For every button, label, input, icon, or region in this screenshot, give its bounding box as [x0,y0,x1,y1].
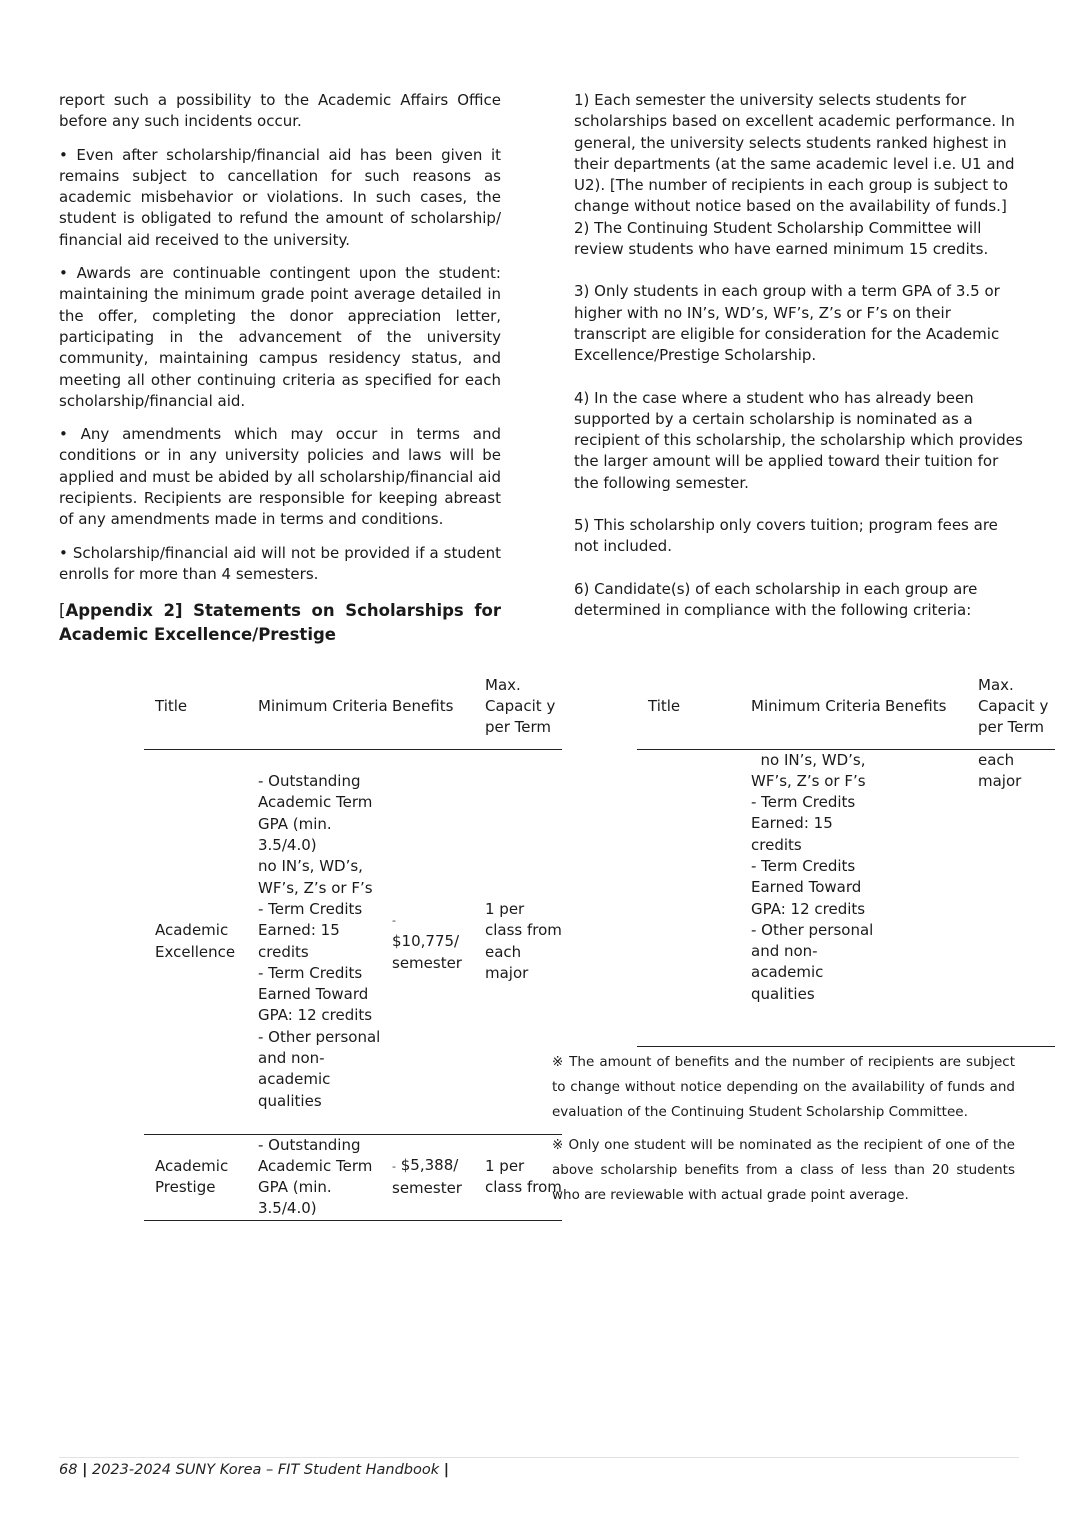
header-minimum-criteria: Minimum Criteria [258,665,392,749]
paragraph: 3) Only students in each group with a term GPA of 3.5 or higher with no IN’s, WD’s, WF’s, Z’s or F’s on their transcript are eligible for consideration for the Academic Excellence/Prestige Scholarship. [574,282,1000,365]
row-benefits [392,1134,485,1220]
minus-mark: - [392,914,396,928]
paragraph: • Scholarship/financial aid will not be provided if a student enrolls for more than 4 semesters. [59,543,501,583]
paragraph: 5) This scholarship only covers tuition; program fees are not included. [574,516,998,556]
paragraph: • Even after scholarship/financial aid has been given it remains subject to cancellation for such reasons as academic misbehavior or violations. In such cases, the student is obligated to refund the amount of scholarship/ financial aid received to the university. [59,145,501,249]
row-title: Academic Prestige [144,1134,258,1220]
handbook-title: 2023-2024 SUNY Korea – FIT Student Handbook [91,1462,440,1478]
right-column [574,90,1024,642]
footer-separator: | [82,1462,88,1478]
header-benefits: Benefits [885,665,978,749]
heading-bracket: [ [59,601,66,621]
paragraph: report such a possibility to the Academic Affairs Office before any such incidents occur. [59,91,501,131]
header-title: Title [637,665,751,749]
appendix-heading [59,599,501,647]
row-criteria: - Outstanding Academic Term GPA (min. 3.5/4.0) no IN’s, WD’s, WF’s, Z’s or F’s - Term Credits Earned: 15 credits - Term Credits Earned Toward GPA: 12 credits - Other personal and non-academic qualities [258,749,392,1134]
row-capacity: 1 per class from [485,1134,562,1220]
table-row [144,749,562,1134]
table-row [637,749,1055,1046]
row-capacity: each major [978,749,1055,1046]
benefit-amount: $10,775/ semester [392,932,462,972]
row-title: Academic Excellence [144,749,258,1134]
paragraph: 4) In the case where a student who has already been supported by a certain scholarship is nominated as a recipient of this scholarship, the scholarship which provides the larger amount will be applied toward their tuition for the following semester. [574,388,1023,492]
heading-text: Appendix 2] Statements on Scholarships for Academic Excellence/Prestige [59,601,501,645]
left-column [59,90,501,647]
paragraph: • Awards are continuable contingent upon the student: maintaining the minimum grade point average detailed in the offer, completing the donor appreciation letter, participating in the advancement of the university community, maintaining campus residency status, and meeting all other continuing criteria as specified for each scholarship/financial aid. [59,264,501,410]
footer-divider [59,1457,1019,1458]
row-title [637,749,751,1046]
scholarship-table-continued [637,665,1055,1047]
note: ※ The amount of benefits and the number of recipients are subject to change without notice depending on the availability of funds and evaluation of the Continuing Student Scholarship Committee. [552,1054,1015,1120]
row-capacity: 1 per class from each major [485,749,562,1134]
paragraph: 1) Each semester the university selects students for scholarships based on excellent academic performance. In general, the university selects students ranked highest in their departments (at the same academic level i.e. U1 and U2). [The number of recipients in each group is subject to change without notice based on the availability of funds.] 2) The Continuing Student Scholarship Committee will review students who have earned minimum 15 credits. [574,91,1015,259]
header-title: Title [144,665,258,749]
paragraph: 6) Candidate(s) of each scholarship in each group are determined in compliance with the following criteria: [574,579,978,619]
footer-separator: | [443,1462,450,1478]
scholarship-table [144,665,562,1221]
row-criteria: no IN’s, WD’s, WF’s, Z’s or F’s - Term Credits Earned: 15 credits - Term Credits Earned Toward GPA: 12 credits - Other personal and non-academic qualities [751,749,885,1046]
table-row [144,1134,562,1220]
page-footer [59,1462,449,1478]
header-benefits: Benefits [392,665,485,749]
row-benefits [885,749,978,1046]
header-minimum-criteria: Minimum Criteria [751,665,885,749]
header-capacity: Max. Capacit y per Term [978,665,1055,749]
benefit-amount: $5,388/ semester [392,1156,462,1197]
row-criteria: - Outstanding Academic Term GPA (min. 3.5/4.0) [258,1134,392,1220]
table-notes [552,1050,1015,1216]
minus-mark: - [392,1160,396,1174]
row-benefits [392,749,485,1134]
header-capacity: Max. Capacit y per Term [485,665,562,749]
page-number: 68 [59,1462,78,1478]
note: ※ Only one student will be nominated as the recipient of one of the above scholarship benefits from a class of less than 20 students who are reviewable with actual grade point average. [552,1137,1015,1203]
paragraph: • Any amendments which may occur in terms and conditions or in any university policies and laws will be applied and must be abided by all scholarship/financial aid recipients. Recipients are responsible for keeping abreast of any amendments made in terms and conditions. [59,425,501,529]
